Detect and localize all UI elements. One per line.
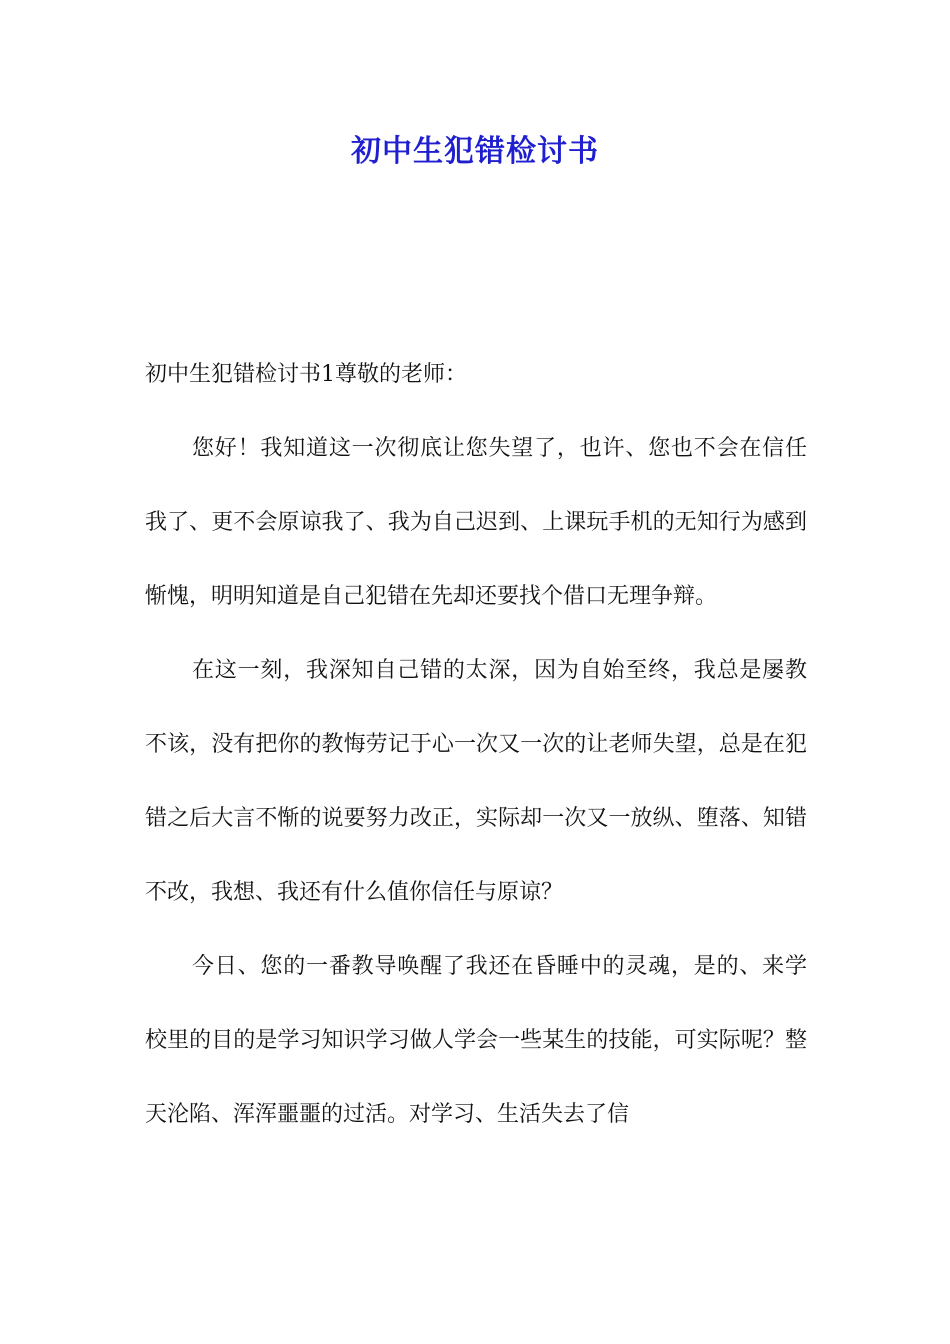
document-body (145, 338, 807, 1152)
body-paragraph: 今日、您的一番教导唤醒了我还在昏睡中的灵魂，是的、来学校里的目的是学习知识学习做人学会一些某生的技能，可实际呢？整天沦陷、浑浑噩噩的过活。对学习、生活失去了信 (145, 954, 807, 1127)
salutation-paragraph: 初中生犯错检讨书1尊敬的老师： (145, 362, 467, 387)
page-title: 初中生犯错检讨书 (351, 134, 599, 169)
body-paragraph: 您好！我知道这一次彻底让您失望了，也许、您也不会在信任我了、更不会原谅我了、我为自己迟到、上课玩手机的无知行为感到惭愧，明明知道是自己犯错在先却还要找个借口无理争辩。 (145, 436, 807, 609)
body-paragraph: 在这一刻，我深知自己错的太深，因为自始至终，我总是屡教不该，没有把你的教悔劳记于心一次又一次的让老师失望，总是在犯错之后大言不惭的说要努力改正，实际却一次又一放纵、堕落、知错不改，我想、我还有什么值你信任与原谅？ (145, 658, 807, 905)
